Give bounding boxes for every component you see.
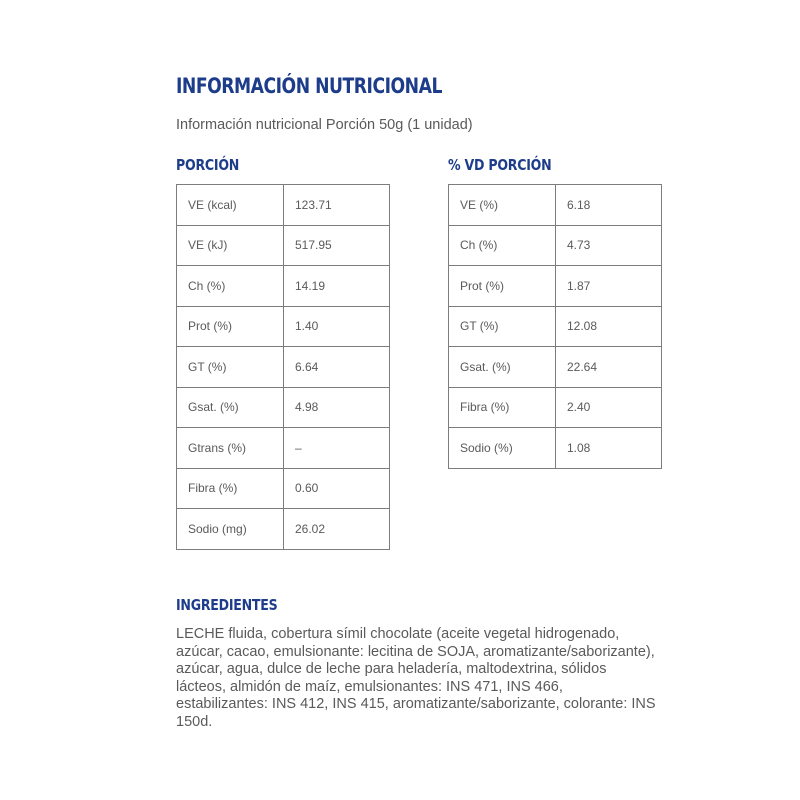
nutrient-label: VE (%) xyxy=(449,185,556,226)
nutrient-label: VE (kcal) xyxy=(177,185,284,226)
nutrient-label: Fibra (%) xyxy=(177,468,284,509)
nutrient-value: 14.19 xyxy=(284,266,390,307)
nutrient-value: 2.40 xyxy=(556,387,662,428)
nutrient-label: Prot (%) xyxy=(449,266,556,307)
nutrient-value: 26.02 xyxy=(284,509,390,550)
nutrient-label: GT (%) xyxy=(449,306,556,347)
nutrient-value: 22.64 xyxy=(556,347,662,388)
nutrient-label: Fibra (%) xyxy=(449,387,556,428)
ingredients-heading: INGREDIENTES xyxy=(176,596,278,614)
ingredients-text: LECHE fluida, cobertura símil chocolate (aceite vegetal hidrogenado, azúcar, cacao, emulsionante: lecitina de SOJA, aromatizante/saborizante), azúcar, agua, dulce de leche para heladería, maltodextrina, sólidos lácteos, almidón de maíz, emulsionantes: INS 471, INS 466, estabilizantes: INS 412, INS 415, aromatizante/saborizante, colorante: INS 150d. xyxy=(176,626,656,730)
table-row xyxy=(449,428,662,469)
portion-subtitle: Información nutricional Porción 50g (1 unidad) xyxy=(176,117,473,133)
table-row xyxy=(449,225,662,266)
nutrient-value: 1.40 xyxy=(284,306,390,347)
table-row xyxy=(449,266,662,307)
nutrient-value: – xyxy=(284,428,390,469)
table-row xyxy=(449,387,662,428)
nutrient-label: Sodio (%) xyxy=(449,428,556,469)
table-row xyxy=(177,347,390,388)
nutrient-value: 4.98 xyxy=(284,387,390,428)
nutrient-value: 4.73 xyxy=(556,225,662,266)
nutrient-value: 1.08 xyxy=(556,428,662,469)
table-row xyxy=(449,185,662,226)
nutrient-label: Gsat. (%) xyxy=(177,387,284,428)
table-row xyxy=(177,387,390,428)
nutrient-label: GT (%) xyxy=(177,347,284,388)
table-row xyxy=(177,185,390,226)
nutrient-value: 123.71 xyxy=(284,185,390,226)
table-row xyxy=(177,266,390,307)
porcion-heading: PORCIÓN xyxy=(176,156,240,174)
table-row xyxy=(177,468,390,509)
nutrient-label: VE (kJ) xyxy=(177,225,284,266)
nutrient-label: Prot (%) xyxy=(177,306,284,347)
table-row xyxy=(177,225,390,266)
page-title: INFORMACIÓN NUTRICIONAL xyxy=(176,74,442,98)
table-row xyxy=(449,347,662,388)
nutrient-value: 6.18 xyxy=(556,185,662,226)
table-row xyxy=(177,306,390,347)
table-row xyxy=(177,509,390,550)
vd-porcion-heading: % VD PORCIÓN xyxy=(448,156,552,174)
nutrient-label: Ch (%) xyxy=(177,266,284,307)
nutrient-value: 6.64 xyxy=(284,347,390,388)
vd-porcion-table xyxy=(448,184,662,469)
nutrient-label: Ch (%) xyxy=(449,225,556,266)
porcion-table xyxy=(176,184,390,550)
nutrient-value: 517.95 xyxy=(284,225,390,266)
table-row xyxy=(177,428,390,469)
nutrient-label: Gtrans (%) xyxy=(177,428,284,469)
nutrient-label: Gsat. (%) xyxy=(449,347,556,388)
nutrient-value: 1.87 xyxy=(556,266,662,307)
table-row xyxy=(449,306,662,347)
nutrient-value: 12.08 xyxy=(556,306,662,347)
nutrient-label: Sodio (mg) xyxy=(177,509,284,550)
nutrient-value: 0.60 xyxy=(284,468,390,509)
